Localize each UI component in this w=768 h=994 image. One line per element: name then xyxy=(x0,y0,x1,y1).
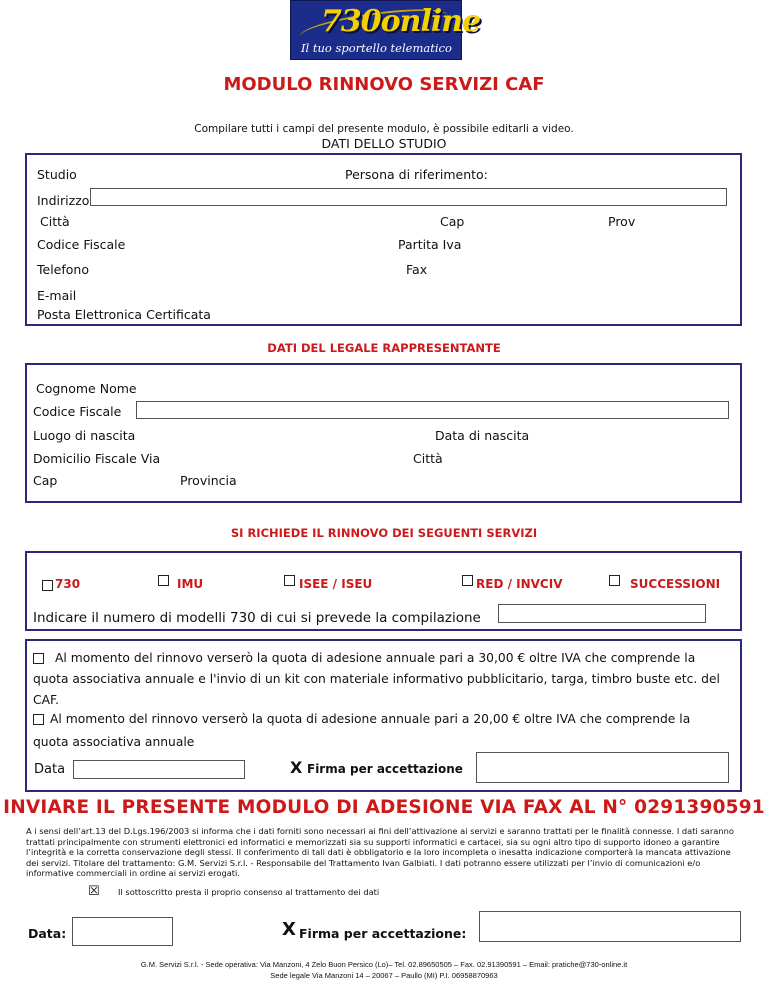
servizi-heading: SI RICHIEDE IL RINNOVO DEI SEGUENTI SERVIZI xyxy=(230,526,538,540)
label-studio: Studio xyxy=(37,167,77,182)
checkbox-quota-30[interactable] xyxy=(33,653,44,664)
footer-line2: Sede legale Via Manzoni 14 – 20067 – Paullo (MI) P.I. 06958870963 xyxy=(270,971,498,980)
checkbox-quota-20[interactable] xyxy=(33,714,44,725)
page-title: MODULO RINNOVO SERVIZI CAF xyxy=(223,74,545,95)
quota-firma-field[interactable] xyxy=(476,752,729,783)
label-email: E-mail xyxy=(37,288,77,303)
option-red-invciv: RED / INVCIV xyxy=(476,577,563,591)
quota-30-line3: CAF. xyxy=(33,693,60,707)
numero-modelli-field[interactable] xyxy=(498,604,706,623)
footer-line1: G.M. Servizi S.r.l. - Sede operativa: Via Manzoni, 4 Zelo Buon Persico (Lo)– Tel. 02.89650505 – Fax. 02.91390591 – Email: pratiche@730-online.it xyxy=(140,960,628,969)
label-bottom-firma: Firma per accettazione: xyxy=(299,926,467,941)
label-indirizzo: Indirizzo xyxy=(37,193,90,208)
label-prov: Prov xyxy=(608,214,636,229)
label-quota-data: Data xyxy=(34,762,66,777)
option-isee-iseu: ISEE / ISEU xyxy=(299,577,373,591)
logo-tagline: Il tuo sportello telematico xyxy=(301,41,452,55)
label-numero-modelli: Indicare il numero di modelli 730 di cui si prevede la compilazione xyxy=(33,610,481,626)
bottom-firma-x: X xyxy=(282,919,296,940)
privacy-notice: A i sensi dell’art.13 del D.Lgs.196/2003 si informa che i dati forniti sono necessari ai fini dell’attivazione ai servizi e saranno trattati per le finalità connesse. I dati saranno trattati principalmente con strumenti elettronici ed informatici e memorizzati sia su supporti informatici e cartacei, sia su ogni altro tipo di supporto idoneo a garantire l’integrità e la corretta conservazione degli stessi. Il conferimento di tali dati è obbligatorio e la loro incompleta o inesatta indicazione comporterà la mancata attivazione dei servizi. Titolare del trattamento: G.M. Servizi S.r.l. - Responsabile del Trattamento Ivan Galbiati. I dati potranno essere utilizzati per l’invio di comunicazioni e/o informative commerciali in ordine ai servizi erogati. xyxy=(26,826,734,879)
label-partita-iva: Partita Iva xyxy=(398,237,462,252)
checkbox-imu[interactable] xyxy=(158,575,169,586)
checkbox-730[interactable] xyxy=(42,580,53,591)
label-legale-codice-fiscale: Codice Fiscale xyxy=(33,404,122,419)
indirizzo-field[interactable] xyxy=(90,188,727,206)
quota-firma-x: X xyxy=(290,758,303,777)
label-data-nascita: Data di nascita xyxy=(435,428,530,443)
label-legale-citta: Città xyxy=(413,451,443,466)
logo-brand: 730online xyxy=(321,4,481,39)
checkbox-isee[interactable] xyxy=(284,575,295,586)
option-imu: IMU xyxy=(177,577,204,591)
logo xyxy=(290,0,481,60)
label-citta: Città xyxy=(40,214,70,229)
label-pec: Posta Elettronica Certificata xyxy=(37,307,211,322)
option-730: 730 xyxy=(55,577,81,591)
option-successioni: SUCCESSIONI xyxy=(630,577,721,591)
label-telefono: Telefono xyxy=(37,262,89,277)
legale-codice-fiscale-field[interactable] xyxy=(136,401,729,419)
quota-30-line1: Al momento del rinnovo verserò la quota di adesione annuale pari a 30,00 € oltre IVA che comprende la xyxy=(55,651,696,665)
consent-checkbox[interactable]: ☒ xyxy=(88,884,100,899)
label-luogo-nascita: Luogo di nascita xyxy=(33,428,136,443)
label-quota-firma: Firma per accettazione xyxy=(307,762,463,776)
label-bottom-data: Data: xyxy=(28,926,67,941)
label-provincia: Provincia xyxy=(180,473,237,488)
label-fax: Fax xyxy=(406,262,428,277)
consent-text: Il sottoscritto presta il proprio consenso al trattamento dei dati xyxy=(118,887,380,897)
label-domicilio: Domicilio Fiscale Via xyxy=(33,451,161,466)
checkbox-successioni[interactable] xyxy=(609,575,620,586)
studio-heading: DATI DELLO STUDIO xyxy=(321,136,447,151)
legale-heading: DATI DEL LEGALE RAPPRESENTANTE xyxy=(267,341,501,355)
label-legale-cap: Cap xyxy=(33,473,58,488)
fax-instruction: INVIARE IL PRESENTE MODULO DI ADESIONE VIA FAX AL N° 0291390591 xyxy=(3,797,765,818)
bottom-data-field[interactable] xyxy=(72,917,173,946)
label-persona-riferimento: Persona di riferimento: xyxy=(345,167,488,182)
quota-20-line2: quota associativa annuale xyxy=(33,735,195,749)
quota-30-line2: quota associativa annuale e l'invio di un kit con materiale informativo pubblicitario, targa, timbro buste etc. del xyxy=(33,672,720,686)
label-cap: Cap xyxy=(440,214,465,229)
instructions: Compilare tutti i campi del presente modulo, è possibile editarli a video. xyxy=(194,123,574,135)
label-codice-fiscale: Codice Fiscale xyxy=(37,237,126,252)
quota-20-line1: Al momento del rinnovo verserò la quota di adesione annuale pari a 20,00 € oltre IVA che comprende la xyxy=(50,712,691,726)
quota-data-field[interactable] xyxy=(73,760,245,779)
label-cognome-nome: Cognome Nome xyxy=(36,381,137,396)
bottom-firma-field[interactable] xyxy=(479,911,741,942)
checkbox-red[interactable] xyxy=(462,575,473,586)
